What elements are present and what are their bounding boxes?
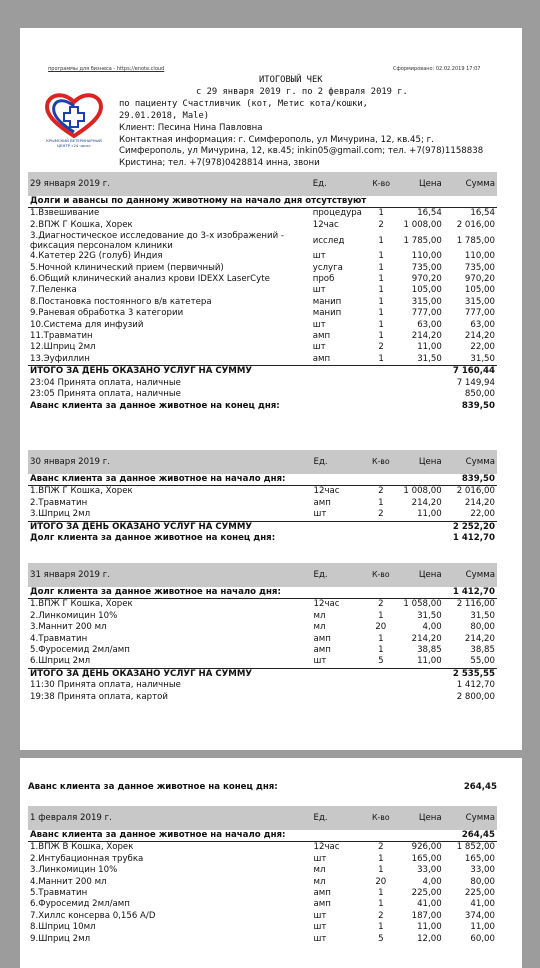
total-value: 2 535,55	[444, 668, 497, 680]
client-name: Клиент: Песина Нина Павловна	[119, 123, 263, 133]
item-unit: амп	[313, 645, 331, 656]
line-item-row	[28, 263, 497, 274]
line-item-row	[28, 656, 497, 668]
line-item-row	[28, 899, 497, 910]
day-total-row	[28, 366, 497, 378]
payment-value: 2 800,00	[456, 691, 495, 702]
item-price: 777,00	[411, 308, 442, 319]
item-price: 31,50	[417, 610, 442, 621]
item-price: 214,20	[411, 633, 442, 644]
line-item-row	[28, 285, 497, 296]
item-qty: 2	[378, 910, 384, 921]
item-unit: амп	[313, 497, 331, 508]
item-sum: 63,00	[470, 319, 495, 330]
line-item-row	[28, 865, 497, 876]
item-qty: 1	[378, 308, 384, 319]
item-unit: проб	[312, 274, 335, 285]
payment-row	[28, 389, 497, 400]
item-sum: 11,00	[470, 922, 495, 933]
item-qty: 1	[378, 251, 384, 262]
item-name: 8.Постановка постоянного в/в катетера	[30, 296, 212, 307]
total-value: 2 252,20	[444, 521, 497, 533]
payment-value: 850,00	[464, 389, 495, 400]
opening-value: 1 412,70	[444, 587, 497, 599]
day-date: 30 января 2019 г.	[28, 450, 312, 474]
item-price: 41,00	[417, 899, 442, 910]
line-item-row	[28, 498, 497, 509]
item-qty: 1	[378, 899, 384, 910]
item-name: 6.Общий клинический анализ крови IDEXX LaserCyte	[30, 274, 270, 285]
item-name: 9.Раневая обработка 3 категории	[30, 308, 184, 319]
day-date: 1 февраля 2019 г.	[28, 806, 312, 830]
item-price: 970,20	[411, 274, 442, 285]
item-price: 11,00	[417, 656, 442, 667]
receipt-patient: по пациенту Счастливчик (кот, Метис кота/кошки,	[119, 99, 368, 109]
receipt-title: ИТОГОВЫЙ ЧЕК	[259, 75, 323, 85]
item-price: 63,00	[417, 319, 442, 330]
item-sum: 970,20	[464, 274, 495, 285]
day-header-row	[28, 172, 497, 196]
item-unit: мл	[313, 610, 326, 621]
col-qty: К-во	[367, 806, 395, 830]
item-qty: 2	[378, 509, 384, 520]
item-sum: 33,00	[470, 865, 495, 876]
line-item-row	[28, 611, 497, 622]
item-name: 5.Фуросемид 2мл/амп	[30, 645, 130, 656]
opening-balance-row	[28, 830, 497, 842]
closing-balance-row	[28, 401, 497, 412]
item-name: 5.Травматин	[30, 888, 88, 899]
day-total-row	[28, 668, 497, 680]
item-price: 38,85	[417, 645, 442, 656]
item-unit: амп	[313, 899, 331, 910]
item-unit: шт	[313, 853, 327, 864]
item-price: 1 008,00	[403, 486, 442, 497]
item-sum: 2 016,00	[456, 486, 495, 497]
item-name: 3.Диагностическое исследование до 3-х изображений - фиксация персоналом клиники	[30, 231, 284, 252]
item-price: 214,20	[411, 331, 442, 342]
item-name: 3.Линкомицин 10%	[30, 865, 118, 876]
day-table	[28, 172, 497, 412]
col-sum: Сумма	[444, 563, 497, 587]
line-item-row	[28, 645, 497, 656]
client-info	[119, 123, 499, 169]
item-qty: 1	[378, 235, 384, 246]
item-sum: 214,20	[464, 633, 495, 644]
day-total-row	[28, 521, 497, 533]
item-unit: манип	[312, 296, 342, 307]
line-item-row	[28, 634, 497, 645]
item-unit: процедура	[312, 208, 362, 219]
line-item-row	[28, 854, 497, 865]
item-sum: 214,20	[464, 497, 495, 508]
item-unit: услуга	[312, 262, 343, 273]
item-unit: шт	[313, 656, 327, 667]
item-qty: 1	[378, 853, 384, 864]
item-name: 6.Фуросемид 2мл/амп	[30, 899, 130, 910]
item-price: 315,00	[411, 296, 442, 307]
day-date: 29 января 2019 г.	[28, 172, 311, 196]
col-price: Цена	[395, 563, 444, 587]
item-name: 7.Пеленка	[30, 285, 77, 296]
line-item-row	[28, 274, 497, 285]
item-unit: мл	[313, 622, 326, 633]
col-sum: Сумма	[444, 450, 497, 474]
item-unit: мл	[313, 865, 326, 876]
item-name: 7.Хиллс консерва 0,156 A/D	[30, 910, 156, 921]
item-name: 8.Шприц 10мл	[30, 922, 96, 933]
item-unit: 12час	[313, 486, 340, 497]
item-sum: 315,00	[464, 296, 495, 307]
payment-label: 11:30 Принята оплата, наличные	[30, 680, 181, 691]
item-qty: 1	[378, 633, 384, 644]
item-unit: шт	[312, 285, 326, 296]
item-unit: исслед	[312, 235, 345, 246]
item-unit: манип	[312, 308, 342, 319]
item-sum: 31,50	[470, 353, 495, 364]
item-qty: 20	[375, 876, 387, 887]
day-date: 31 января 2019 г.	[28, 563, 312, 587]
line-item-row	[28, 220, 497, 231]
day-header-row	[28, 450, 497, 474]
item-name: 3.Шприц 2мл	[30, 509, 91, 520]
opening-value: 264,45	[444, 830, 497, 842]
item-name: 13.Эуфиллин	[30, 353, 90, 364]
day-table	[28, 806, 497, 945]
col-qty: К-во	[367, 172, 395, 196]
item-qty: 5	[378, 933, 384, 944]
opening-label: Долг клиента за данное животное на начало дня:	[28, 587, 444, 599]
item-unit: 12час	[312, 219, 339, 230]
item-sum: 777,00	[464, 308, 495, 319]
item-qty: 1	[378, 319, 384, 330]
line-item-row	[28, 320, 497, 331]
col-qty: К-во	[367, 450, 395, 474]
item-sum: 374,00	[464, 910, 495, 921]
software-note[interactable]: программы для бизнеса - https://enote.cloud	[48, 66, 165, 72]
item-price: 926,00	[411, 842, 442, 853]
opening-value	[444, 196, 497, 208]
receipt-period: с 29 января 2019 г. по 2 февраля 2019 г.	[196, 87, 408, 97]
item-name: 3.Маннит 200 мл	[30, 622, 107, 633]
col-unit: Ед.	[312, 563, 367, 587]
total-label: ИТОГО ЗА ДЕНЬ ОКАЗАНО УСЛУГ НА СУММУ	[28, 521, 444, 533]
line-item-row	[28, 297, 497, 308]
item-sum: 80,00	[470, 876, 495, 887]
item-price: 105,00	[411, 285, 442, 296]
item-unit: 12час	[313, 842, 340, 853]
payment-label: 23:05 Принята оплата, наличные	[30, 389, 181, 400]
total-label: ИТОГО ЗА ДЕНЬ ОКАЗАНО УСЛУГ НА СУММУ	[28, 366, 444, 378]
line-item-row	[28, 251, 497, 262]
opening-label: Аванс клиента за данное животное на начало дня:	[28, 830, 444, 842]
line-item-row	[28, 231, 497, 251]
closing-label: Аванс клиента за данное животное на конец дня:	[30, 400, 280, 411]
payment-value: 7 149,94	[456, 377, 495, 388]
item-name: 2.Травматин	[30, 497, 88, 508]
item-price: 12,00	[417, 933, 442, 944]
line-item-row	[28, 208, 497, 220]
item-qty: 1	[378, 331, 384, 342]
page2-carry-over	[28, 782, 497, 792]
client-contact: Контактная информация: г. Симферополь, ул Мичурина, 12, кв.45; г. Симферополь, ул Мичурина, 12, кв.45; inkin05@gmail.com; тел. +7(978)1158838 Кристина; тел. +7(978)0428814 инна, звони	[119, 134, 484, 168]
item-qty: 2	[378, 219, 384, 230]
item-price: 4,00	[422, 622, 442, 633]
opening-label: Аванс клиента за данное животное на начало дня:	[28, 474, 444, 486]
line-item-row	[28, 888, 497, 899]
total-value: 7 160,44	[444, 366, 497, 378]
item-price: 11,00	[417, 342, 442, 353]
item-qty: 5	[378, 656, 384, 667]
item-name: 2.Интубационная трубка	[30, 853, 144, 864]
payment-row	[28, 680, 497, 691]
item-sum: 31,50	[470, 610, 495, 621]
payment-label: 19:38 Принята оплата, картой	[30, 691, 168, 702]
item-qty: 1	[378, 645, 384, 656]
item-sum: 38,85	[470, 645, 495, 656]
item-qty: 1	[378, 274, 384, 285]
item-sum: 735,00	[464, 262, 495, 273]
opening-balance-row	[28, 196, 497, 208]
item-qty: 2	[378, 842, 384, 853]
item-sum: 110,00	[464, 251, 495, 262]
item-price: 33,00	[417, 865, 442, 876]
opening-value: 839,50	[444, 474, 497, 486]
item-unit: шт	[313, 922, 327, 933]
payment-row	[28, 692, 497, 703]
item-sum: 60,00	[470, 933, 495, 944]
item-sum: 80,00	[470, 622, 495, 633]
item-name: 1.ВПЖ В Кошка, Хорек	[30, 842, 134, 853]
item-unit: мл	[313, 876, 326, 887]
item-name: 4.Маннит 200 мл	[30, 876, 107, 887]
generated-timestamp: Сформировано: 02.02.2019 17:07	[393, 66, 481, 72]
item-sum: 1 852,00	[456, 842, 495, 853]
total-label: ИТОГО ЗА ДЕНЬ ОКАЗАНО УСЛУГ НА СУММУ	[28, 668, 444, 680]
item-name: 9.Шприц 2мл	[30, 933, 91, 944]
line-item-row	[28, 599, 497, 611]
line-item-row	[28, 331, 497, 342]
clinic-logo	[42, 92, 106, 152]
line-item-row	[28, 842, 497, 854]
item-unit: шт	[312, 251, 326, 262]
item-unit: амп	[312, 331, 331, 342]
payment-row	[28, 378, 497, 389]
item-unit: амп	[313, 888, 331, 899]
opening-label: Долги и авансы по данному животному на начало дня отсутствуют	[28, 196, 444, 208]
line-item-row	[28, 934, 497, 945]
col-price: Цена	[395, 450, 444, 474]
item-sum: 225,00	[464, 888, 495, 899]
item-name: 11.Травматин	[30, 331, 93, 342]
line-item-row	[28, 308, 497, 319]
closing-balance-row	[28, 533, 497, 544]
item-price: 214,20	[411, 497, 442, 508]
item-sum: 55,00	[470, 656, 495, 667]
opening-balance-row	[28, 474, 497, 486]
item-sum: 214,20	[464, 331, 495, 342]
col-price: Цена	[395, 806, 444, 830]
carry-over-value: 264,45	[463, 782, 497, 792]
item-sum: 2 016,00	[456, 219, 495, 230]
col-sum: Сумма	[444, 806, 497, 830]
item-price: 110,00	[411, 251, 442, 262]
item-price: 4,00	[422, 876, 442, 887]
col-unit: Ед.	[312, 806, 367, 830]
col-price: Цена	[395, 172, 444, 196]
item-qty: 1	[378, 208, 384, 219]
receipt-title-block	[119, 74, 499, 122]
receipt-patient-dob: 29.01.2018, Male)	[119, 111, 210, 121]
item-qty: 1	[378, 262, 384, 273]
item-unit: шт	[313, 933, 327, 944]
item-price: 225,00	[411, 888, 442, 899]
col-sum: Сумма	[444, 172, 497, 196]
item-sum: 2 116,00	[456, 599, 495, 610]
item-qty: 1	[378, 865, 384, 876]
item-price: 1 785,00	[403, 235, 442, 246]
item-name: 1.ВПЖ Г Кошка, Хорек	[30, 599, 133, 610]
opening-balance-row	[28, 587, 497, 599]
item-qty: 1	[378, 610, 384, 621]
item-unit: шт	[313, 509, 327, 520]
item-sum: 16,54	[470, 208, 495, 219]
item-qty: 2	[378, 486, 384, 497]
item-qty: 2	[378, 342, 384, 353]
closing-label: Долг клиента за данное животное на конец дня:	[30, 533, 276, 544]
item-sum: 22,00	[470, 509, 495, 520]
item-qty: 1	[378, 922, 384, 933]
item-price: 16,54	[417, 208, 442, 219]
line-item-row	[28, 922, 497, 933]
closing-value: 839,50	[461, 400, 495, 411]
closing-value: 1 412,70	[452, 533, 495, 544]
day-table	[28, 450, 497, 544]
day-table	[28, 563, 497, 703]
item-qty: 1	[378, 353, 384, 364]
item-unit: шт	[312, 319, 326, 330]
item-price: 11,00	[417, 922, 442, 933]
payment-label: 23:04 Принята оплата, наличные	[30, 377, 181, 388]
carry-over-label: Аванс клиента за данное животное на конец дня:	[28, 782, 278, 792]
col-unit: Ед.	[312, 450, 367, 474]
col-unit: Ед.	[311, 172, 368, 196]
item-price: 165,00	[411, 853, 442, 864]
logo-caption: КРЫМСКИЙ ВЕТЕРИНАРНЫЙ ЦЕНТР «24 часа»	[46, 138, 102, 148]
item-name: 5.Ночной клинический прием (первичный)	[30, 262, 224, 273]
item-price: 1 008,00	[403, 219, 442, 230]
item-price: 31,50	[417, 353, 442, 364]
item-qty: 1	[378, 497, 384, 508]
item-qty: 2	[378, 599, 384, 610]
item-name: 6.Шприц 2мл	[30, 656, 91, 667]
item-qty: 1	[378, 296, 384, 307]
day-header-row	[28, 806, 497, 830]
col-qty: К-во	[367, 563, 395, 587]
heart-cross-icon	[42, 92, 106, 138]
item-name: 4.Катетер 22G (голуб) Индия	[30, 251, 163, 262]
item-sum: 165,00	[464, 853, 495, 864]
item-sum: 41,00	[470, 899, 495, 910]
item-qty: 1	[378, 888, 384, 899]
item-unit: 12час	[313, 599, 340, 610]
item-qty: 1	[378, 285, 384, 296]
item-sum: 105,00	[464, 285, 495, 296]
item-unit: амп	[313, 633, 331, 644]
line-item-row	[28, 486, 497, 498]
line-item-row	[28, 354, 497, 366]
item-price: 11,00	[417, 509, 442, 520]
item-sum: 22,00	[470, 342, 495, 353]
item-price: 1 058,00	[403, 599, 442, 610]
item-sum: 1 785,00	[456, 235, 495, 246]
item-price: 735,00	[411, 262, 442, 273]
item-unit: шт	[313, 910, 327, 921]
item-name: 1.ВПЖ Г Кошка, Хорек	[30, 486, 133, 497]
line-item-row	[28, 911, 497, 922]
item-name: 12.Шприц 2мл	[30, 342, 96, 353]
item-price: 187,00	[411, 910, 442, 921]
item-name: 2.Линкомицин 10%	[30, 610, 118, 621]
payment-value: 1 412,70	[456, 680, 495, 691]
item-name: 1.Взвешивание	[30, 208, 100, 219]
line-item-row	[28, 622, 497, 633]
item-qty: 20	[375, 622, 387, 633]
line-item-row	[28, 342, 497, 353]
item-unit: амп	[312, 353, 331, 364]
line-item-row	[28, 877, 497, 888]
item-name: 10.Система для инфузий	[30, 319, 144, 330]
day-header-row	[28, 563, 497, 587]
item-name: 2.ВПЖ Г Кошка, Хорек	[30, 219, 133, 230]
item-unit: шт	[312, 342, 326, 353]
line-item-row	[28, 509, 497, 521]
item-name: 4.Травматин	[30, 633, 88, 644]
